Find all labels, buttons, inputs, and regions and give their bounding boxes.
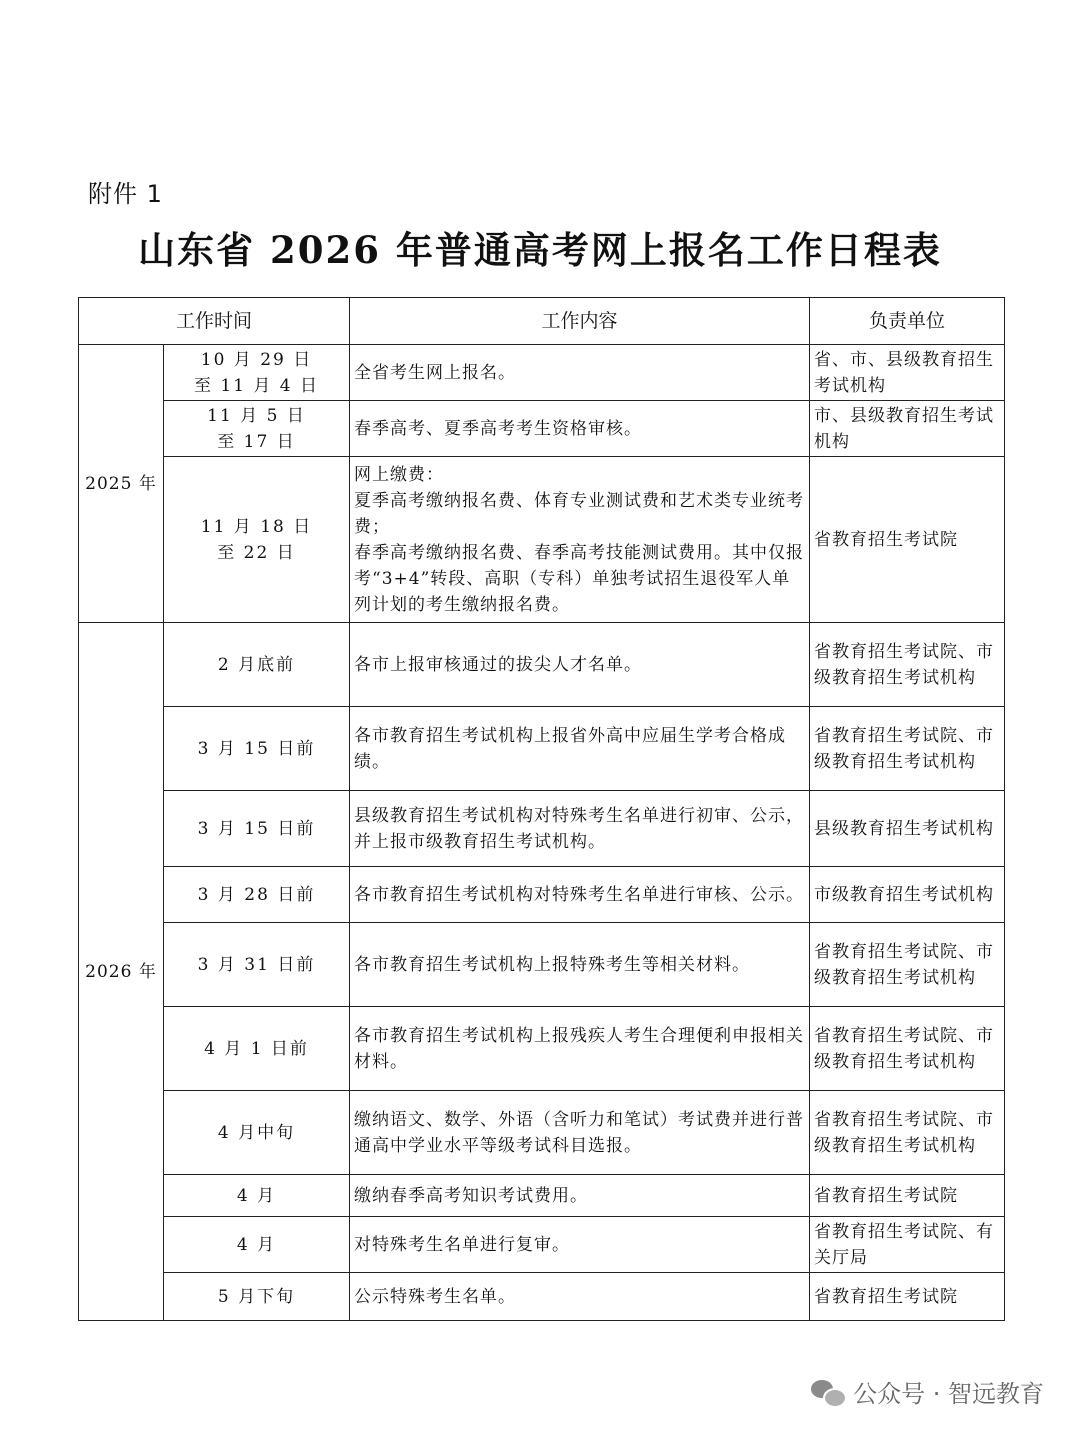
attachment-label: 附件 1 <box>88 180 163 208</box>
table-row <box>79 867 1005 923</box>
unit-cell: 省教育招生考试院 <box>810 1273 1005 1321</box>
table-row <box>79 1273 1005 1321</box>
content-cell: 公示特殊考生名单。 <box>350 1273 810 1321</box>
time-cell: 4 月 1 日前 <box>164 1007 350 1091</box>
unit-cell: 市级教育招生考试机构 <box>810 867 1005 923</box>
unit-cell: 省、市、县级教育招生考试机构 <box>810 345 1005 401</box>
unit-cell: 省教育招生考试院、市级教育招生考试机构 <box>810 1007 1005 1091</box>
content-cell: 对特殊考生名单进行复审。 <box>350 1217 810 1273</box>
table-header-row <box>79 298 1005 345</box>
time-cell: 5 月下旬 <box>164 1273 350 1321</box>
watermark-text: 公众号 · 智远教育 <box>853 1380 1044 1408</box>
unit-cell: 省教育招生考试院 <box>810 1175 1005 1217</box>
content-cell: 各市教育招生考试机构对特殊考生名单进行审核、公示。 <box>350 867 810 923</box>
time-cell: 4 月中旬 <box>164 1091 350 1175</box>
unit-cell: 省教育招生考试院、市级教育招生考试机构 <box>810 707 1005 791</box>
content-text: 网上缴费： 夏季高考缴纳报名费、体育专业测试费和艺术类专业统考费； 春季高考缴纳报名费、春季高考技能测试费用。其中仅报考“3+4”转段、高职（专科）单独考试招生退役军人单列计划的考生缴纳报名费。 <box>354 464 805 615</box>
time-text: 11 月 5 日 至 17 日 <box>207 405 306 452</box>
table-row <box>79 345 1005 401</box>
header-work-time: 工作时间 <box>79 298 350 345</box>
time-cell: 2 月底前 <box>164 623 350 707</box>
schedule-table <box>78 297 1005 1321</box>
time-text: 10 月 29 日 至 11 月 4 日 <box>193 349 320 396</box>
table-row <box>79 623 1005 707</box>
content-text: 全省考生网上报名。 <box>354 362 517 383</box>
content-cell: 各市教育招生考试机构上报省外高中应届生学考合格成绩。 <box>350 707 810 791</box>
header-work-content: 工作内容 <box>350 298 810 345</box>
watermark <box>811 1374 1044 1409</box>
content-cell <box>350 345 810 401</box>
content-cell <box>350 457 810 623</box>
table-row <box>79 707 1005 791</box>
time-cell: 3 月 15 日前 <box>164 791 350 867</box>
unit-cell: 市、县级教育招生考试机构 <box>810 401 1005 457</box>
time-cell: 4 月 <box>164 1175 350 1217</box>
time-cell <box>164 401 350 457</box>
unit-cell: 省教育招生考试院、市级教育招生考试机构 <box>810 1091 1005 1175</box>
unit-cell: 省教育招生考试院、市级教育招生考试机构 <box>810 623 1005 707</box>
page-title: 山东省 2026 年普通高考网上报名工作日程表 <box>138 228 942 272</box>
unit-cell: 省教育招生考试院 <box>810 457 1005 623</box>
table-row <box>79 1217 1005 1273</box>
table-row <box>79 1007 1005 1091</box>
table-row <box>79 923 1005 1007</box>
content-cell: 各市教育招生考试机构上报特殊考生等相关材料。 <box>350 923 810 1007</box>
header-responsible-unit: 负责单位 <box>810 298 1005 345</box>
wechat-icon <box>811 1378 845 1406</box>
table-row <box>79 457 1005 623</box>
time-cell: 3 月 28 日前 <box>164 867 350 923</box>
time-cell: 3 月 15 日前 <box>164 707 350 791</box>
time-cell: 4 月 <box>164 1217 350 1273</box>
content-cell: 各市教育招生考试机构上报残疾人考生合理便利申报相关材料。 <box>350 1007 810 1091</box>
table-row <box>79 1091 1005 1175</box>
time-text: 11 月 18 日 至 22 日 <box>200 516 313 563</box>
content-cell: 县级教育招生考试机构对特殊考生名单进行初审、公示，并上报市级教育招生考试机构。 <box>350 791 810 867</box>
content-text: 春季高考、夏季高考考生资格审核。 <box>354 418 643 439</box>
year-cell-2025: 2025 年 <box>79 345 164 623</box>
content-cell: 各市上报审核通过的拔尖人才名单。 <box>350 623 810 707</box>
unit-cell: 县级教育招生考试机构 <box>810 791 1005 867</box>
time-cell <box>164 457 350 623</box>
table-row <box>79 401 1005 457</box>
table-row <box>79 1175 1005 1217</box>
unit-cell: 省教育招生考试院、有关厅局 <box>810 1217 1005 1273</box>
year-cell-2026: 2026 年 <box>79 623 164 1321</box>
time-cell <box>164 345 350 401</box>
content-cell: 缴纳语文、数学、外语（含听力和笔试）考试费并进行普通高中学业水平等级考试科目选报。 <box>350 1091 810 1175</box>
unit-cell: 省教育招生考试院、市级教育招生考试机构 <box>810 923 1005 1007</box>
table-row <box>79 791 1005 867</box>
content-cell <box>350 401 810 457</box>
time-cell: 3 月 31 日前 <box>164 923 350 1007</box>
content-cell: 缴纳春季高考知识考试费用。 <box>350 1175 810 1217</box>
